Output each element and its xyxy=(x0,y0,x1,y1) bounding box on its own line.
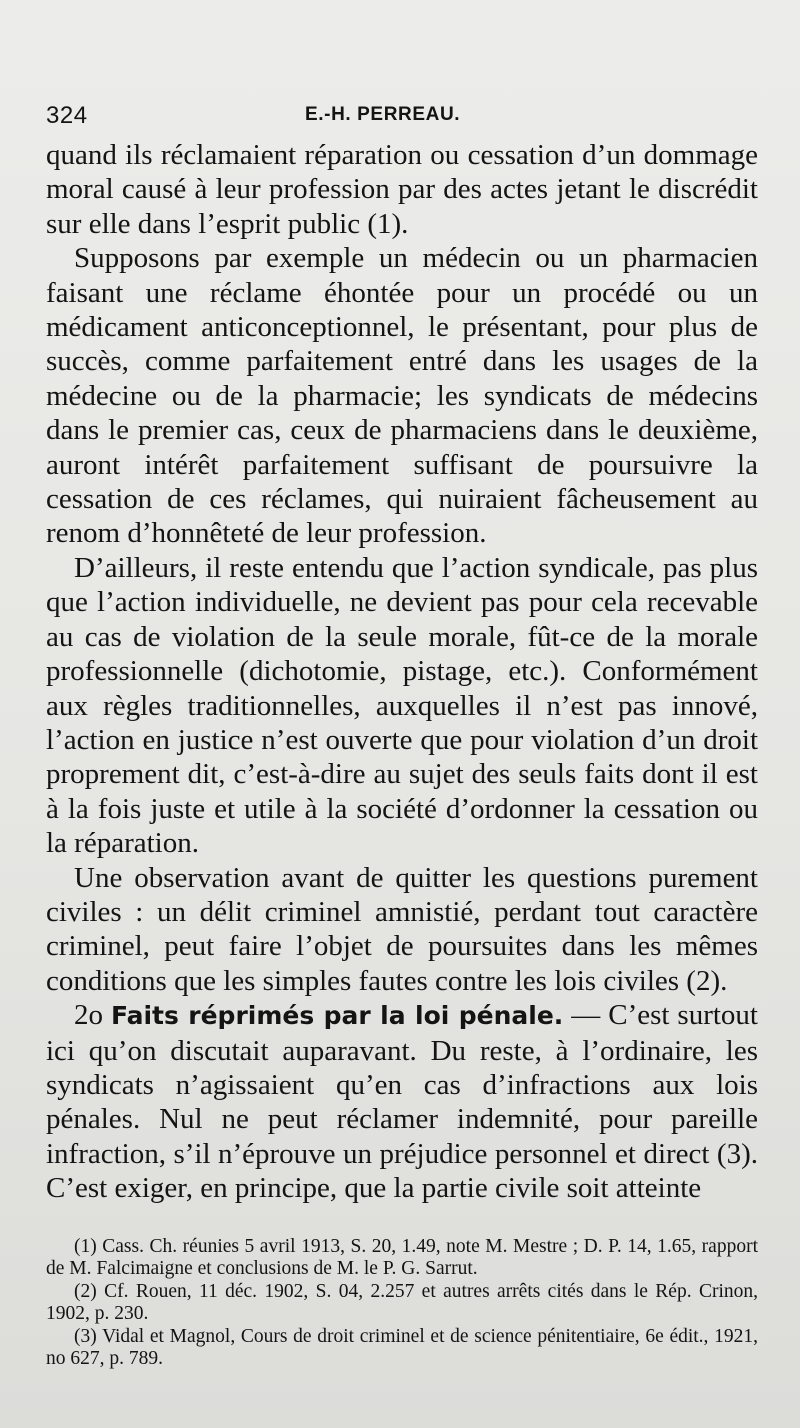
paragraph-observation: Une observation avant de quitter les questions purement civiles : un délit criminel amnistié, perdant tout caractère criminel, peut faire l’objet de poursuites dans les mêmes conditions que les simples fautes contre les lois civiles (2). xyxy=(46,861,758,997)
paragraph-example: Supposons par exemple un médecin ou un pharmacien faisant une réclame éhontée pour un procédé ou un médicament anticonceptionnel, le présentant, pour plus de succès, comme parfaitement entré dans les usages de la médecine ou de la pharmacie; les syndicats de médecins dans le premier cas, ceux de pharmaciens dans le deuxième, auront intérêt parfaitement suffisant de poursuivre la cessation de ces réclames, qui nuiraient fâcheusement au renom d’honnêteté de leur profession. xyxy=(46,242,758,550)
section-heading: Faits réprimés par la loi pénale. xyxy=(110,1001,564,1031)
page-number: 324 xyxy=(46,102,88,129)
section-number: 2o xyxy=(74,999,103,1032)
paragraph-continuation: quand ils réclamaient réparation ou cessation d’un dommage moral causé à leur profession par des actes jetant le discrédit sur elle dans l’esprit public (1). xyxy=(46,139,758,240)
running-head xyxy=(46,94,758,138)
paragraph-penal-section xyxy=(46,998,758,1205)
footnote-3: (3) Vidal et Magnol, Cours de droit criminel et de science pénitentiaire, 6e édit., 1921, no 627, p. 789. xyxy=(46,1325,758,1370)
footnote-1: (1) Cass. Ch. réunies 5 avril 1913, S. 20, 1.49, note M. Mestre ; D. P. 14, 1.65, rapport de M. Falcimaigne et conclusions de M. le P. G. Sarrut. xyxy=(46,1235,758,1280)
section-text: — C’est surtout ici qu’on discutait auparavant. Du reste, à l’ordinaire, les syndicats n’agissaient qu’en cas d’infractions aux lois pénales. Nul ne peut réclamer indemnité, pour pareille infraction, s’il n’éprouve un préjudice personnel et direct (3). C’est exiger, en principe, que la partie civile soit atteinte xyxy=(46,999,758,1205)
body-text xyxy=(46,138,758,1206)
running-head-author: E.-H. PERREAU. xyxy=(305,104,461,125)
footnotes xyxy=(46,1236,758,1371)
footnote-2: (2) Cf. Rouen, 11 déc. 1902, S. 04, 2.257 et autres arrêts cités dans le Rép. Crinon, 1902, p. 230. xyxy=(46,1280,758,1325)
paragraph-syndical-action: D’ailleurs, il reste entendu que l’action syndicale, pas plus que l’action individuelle, ne devient pas pour cela recevable au cas de violation de la seule morale, fût-ce de la morale professionnelle (dichotomie, pistage, etc.). Conformément aux règles traditionnelles, auxquelles il n’est pas innové, l’action en justice n’est ouverte que pour violation d’un droit proprement dit, c’est-à-dire au sujet des seuls faits dont il est à la fois juste et utile à la société d’ordonner la cessation ou la réparation. xyxy=(46,551,758,860)
